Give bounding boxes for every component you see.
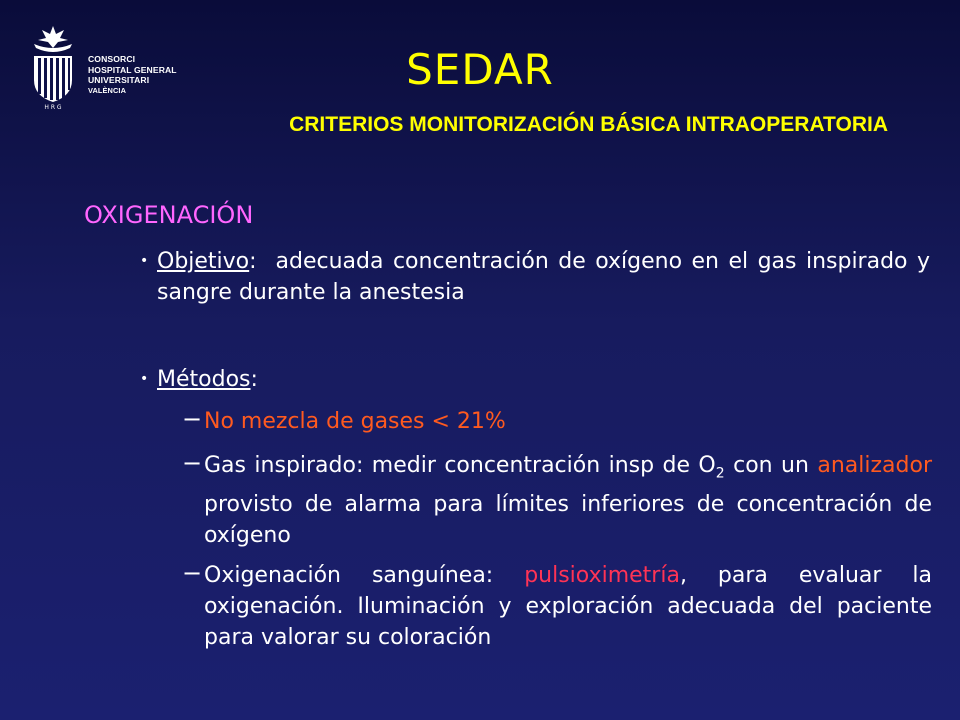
- dash-marker: −: [182, 449, 203, 477]
- bullet-colon: :: [249, 249, 257, 274]
- method-text: [204, 560, 932, 653]
- bullet-colon: :: [250, 367, 258, 392]
- bullet-metodos: [140, 364, 930, 395]
- method-text: No mezcla de gases < 21%: [204, 409, 506, 434]
- method-highlight: analizador: [817, 453, 932, 478]
- slide-subtitle: CRITERIOS MONITORIZACIÓN BÁSICA INTRAOPERATORIA: [289, 113, 888, 136]
- logo-line: UNIVERSITARI: [88, 75, 150, 86]
- bullet-text: [157, 246, 937, 308]
- method-prefix: Gas inspirado: medir concentración insp de O: [204, 453, 716, 478]
- method-item: [182, 560, 932, 653]
- dash-marker: −: [182, 405, 203, 433]
- dash-marker: −: [182, 559, 203, 587]
- slide-title: SEDAR: [406, 45, 554, 94]
- bullet-text: [157, 364, 930, 395]
- method-suffix: , para evaluar la oxigenación. Iluminación y exploración adecuada del paciente para valorar su coloración: [204, 563, 932, 650]
- bullet-dot: •: [140, 371, 149, 387]
- method-item: [182, 406, 932, 437]
- logo-line: HOSPITAL GENERAL: [88, 64, 177, 75]
- bullet-label: Objetivo: [157, 249, 250, 274]
- method-highlight: pulsioximetría: [524, 563, 680, 588]
- method-prefix: Oxigenación sanguínea:: [204, 563, 525, 588]
- logo-line: VALÈNCIA: [88, 85, 127, 95]
- bullet-objetivo: [140, 246, 937, 308]
- method-text: [204, 450, 946, 551]
- bullet-label: Métodos: [157, 367, 251, 392]
- section-heading: OXIGENACIÓN: [84, 201, 254, 229]
- bullet-dot: •: [140, 253, 149, 269]
- method-item: [182, 449, 946, 551]
- logo-line: CONSORCI: [88, 54, 136, 64]
- logo-caption: H R G: [44, 104, 62, 110]
- bullet-body: adecuada concentración de oxígeno en el gas inspirado y sangre durante la anestesia: [157, 249, 937, 305]
- method-subscript: 2: [715, 465, 725, 482]
- method-middle: con un: [724, 453, 818, 478]
- method-suffix: provisto de alarma para límites inferiores de concentración de oxígeno: [204, 453, 946, 549]
